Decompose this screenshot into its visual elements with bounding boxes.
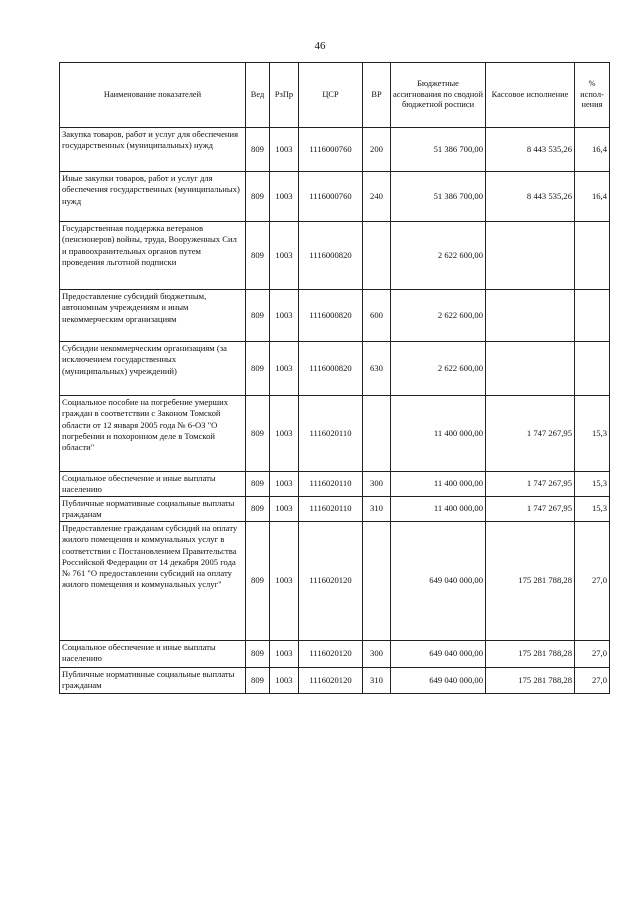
row-vr: 310 [363, 668, 391, 694]
row-cash: 1 747 267,95 [486, 396, 575, 472]
row-pct: 15,3 [575, 396, 610, 472]
table-row [60, 172, 610, 222]
row-assign: 11 400 000,00 [391, 396, 486, 472]
row-pct: 15,3 [575, 472, 610, 497]
col-header-ved: Вед [246, 63, 270, 128]
table-row [60, 396, 610, 472]
row-vr [363, 396, 391, 472]
row-assign: 2 622 600,00 [391, 342, 486, 396]
row-name: Социальное пособие на погребение умерших граждан в соответствии с Законом Томской области от 12 января 2005 года № 6-ОЗ "О погребении и похоронном деле в Томской области" [60, 396, 246, 472]
col-header-name: Наименование показателей [60, 63, 246, 128]
row-pct: 27,0 [575, 668, 610, 694]
row-vr: 300 [363, 472, 391, 497]
row-vr: 600 [363, 290, 391, 342]
table-row [60, 290, 610, 342]
row-cash: 8 443 535,26 [486, 128, 575, 172]
row-vr: 200 [363, 128, 391, 172]
row-ved: 809 [246, 497, 270, 522]
row-rzpr: 1003 [270, 172, 299, 222]
table-row [60, 497, 610, 522]
row-assign: 2 622 600,00 [391, 222, 486, 290]
row-csr: 1116000820 [299, 222, 363, 290]
row-pct [575, 222, 610, 290]
row-rzpr: 1003 [270, 396, 299, 472]
row-name: Государственная поддержка ветеранов (пенсионеров) войны, труда, Вооруженных Сил и правоохранительных органов путем проведения льготной подписки [60, 222, 246, 290]
table-row [60, 128, 610, 172]
col-header-vr: ВР [363, 63, 391, 128]
row-pct: 15,3 [575, 497, 610, 522]
row-csr: 1116000760 [299, 172, 363, 222]
row-csr: 1116020120 [299, 641, 363, 668]
row-assign: 51 386 700,00 [391, 128, 486, 172]
table-row [60, 641, 610, 668]
row-vr [363, 222, 391, 290]
row-name: Публичные нормативные социальные выплаты гражданам [60, 668, 246, 694]
row-ved: 809 [246, 128, 270, 172]
row-assign: 51 386 700,00 [391, 172, 486, 222]
table-header-row [60, 63, 610, 128]
row-csr: 1116020120 [299, 668, 363, 694]
row-ved: 809 [246, 396, 270, 472]
row-name: Предоставление субсидий бюджетным, автономным учреждениям и иным некоммерческим организациям [60, 290, 246, 342]
col-header-cash: Кассовое исполнение [486, 63, 575, 128]
row-cash: 1 747 267,95 [486, 497, 575, 522]
row-name: Предоставление гражданам субсидий на оплату жилого помещения и коммунальных услуг в соответствии с Постановлением Правительства Российской Федерации от 14 декабря 2005 года № 761 "О предоставлении субсидий на оплату жилого помещения и коммунальных услуг" [60, 522, 246, 641]
row-pct: 16,4 [575, 128, 610, 172]
row-vr: 310 [363, 497, 391, 522]
col-header-assign: Бюджетные ассигнования по сводной бюджетной росписи [391, 63, 486, 128]
row-csr: 1116020110 [299, 472, 363, 497]
row-name: Иные закупки товаров, работ и услуг для обеспечения государственных (муниципальных) нужд [60, 172, 246, 222]
col-header-csr: ЦСР [299, 63, 363, 128]
row-rzpr: 1003 [270, 128, 299, 172]
row-name: Социальное обеспечение и иные выплаты населению [60, 472, 246, 497]
row-assign: 11 400 000,00 [391, 497, 486, 522]
row-ved: 809 [246, 172, 270, 222]
row-csr: 1116000760 [299, 128, 363, 172]
row-ved: 809 [246, 472, 270, 497]
row-assign: 649 040 000,00 [391, 522, 486, 641]
col-header-rzpr: РзПр [270, 63, 299, 128]
row-csr: 1116020110 [299, 396, 363, 472]
row-ved: 809 [246, 342, 270, 396]
row-assign: 11 400 000,00 [391, 472, 486, 497]
row-pct: 16,4 [575, 172, 610, 222]
row-cash: 1 747 267,95 [486, 472, 575, 497]
row-cash: 175 281 788,28 [486, 522, 575, 641]
row-name: Субсидии некоммерческим организациям (за исключением государственных (муниципальных) учреждений) [60, 342, 246, 396]
page-number: 46 [314, 40, 326, 52]
row-ved: 809 [246, 522, 270, 641]
row-csr: 1116020110 [299, 497, 363, 522]
table-row [60, 668, 610, 694]
row-name: Публичные нормативные социальные выплаты гражданам [60, 497, 246, 522]
row-assign: 649 040 000,00 [391, 668, 486, 694]
row-assign: 649 040 000,00 [391, 641, 486, 668]
row-assign: 2 622 600,00 [391, 290, 486, 342]
row-cash [486, 290, 575, 342]
table-row [60, 342, 610, 396]
budget-table [59, 62, 610, 694]
row-csr: 1116000820 [299, 342, 363, 396]
row-csr: 1116020120 [299, 522, 363, 641]
row-ved: 809 [246, 290, 270, 342]
row-pct: 27,0 [575, 641, 610, 668]
row-ved: 809 [246, 641, 270, 668]
row-pct: 27,0 [575, 522, 610, 641]
table-row [60, 222, 610, 290]
row-cash: 8 443 535,26 [486, 172, 575, 222]
row-ved: 809 [246, 222, 270, 290]
row-cash [486, 222, 575, 290]
row-rzpr: 1003 [270, 668, 299, 694]
row-cash: 175 281 788,28 [486, 668, 575, 694]
row-vr [363, 522, 391, 641]
row-pct [575, 290, 610, 342]
row-vr: 300 [363, 641, 391, 668]
row-vr: 630 [363, 342, 391, 396]
row-vr: 240 [363, 172, 391, 222]
row-name: Социальное обеспечение и иные выплаты населению [60, 641, 246, 668]
row-rzpr: 1003 [270, 522, 299, 641]
table-row [60, 472, 610, 497]
col-header-pct: % испол-нения [575, 63, 610, 128]
row-name: Закупка товаров, работ и услуг для обеспечения государственных (муниципальных) нужд [60, 128, 246, 172]
row-rzpr: 1003 [270, 497, 299, 522]
row-csr: 1116000820 [299, 290, 363, 342]
row-rzpr: 1003 [270, 222, 299, 290]
row-rzpr: 1003 [270, 641, 299, 668]
table-row [60, 522, 610, 641]
row-rzpr: 1003 [270, 472, 299, 497]
row-rzpr: 1003 [270, 342, 299, 396]
row-cash [486, 342, 575, 396]
row-pct [575, 342, 610, 396]
row-rzpr: 1003 [270, 290, 299, 342]
table-body [60, 128, 610, 694]
row-ved: 809 [246, 668, 270, 694]
row-cash: 175 281 788,28 [486, 641, 575, 668]
